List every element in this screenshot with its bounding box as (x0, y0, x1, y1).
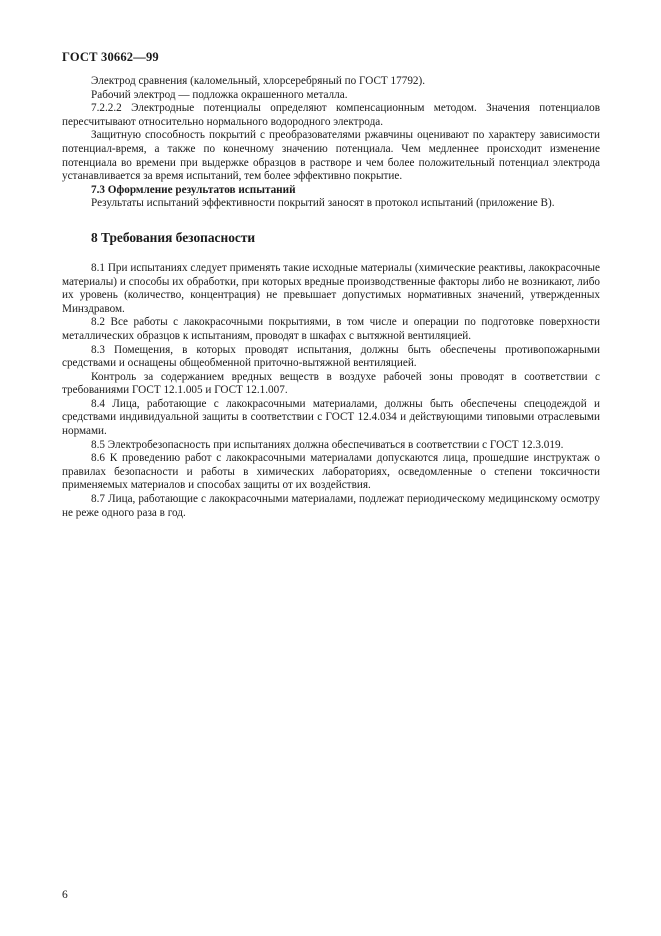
paragraph-8-4: 8.4 Лица, работающие с лакокрасочными материалами, должны быть обеспечены спецодеждой и средствами индивидуальной защиты в соответствии с ГОСТ 12.4.034 и действующими типовыми отраслевыми нормами. (62, 397, 600, 438)
paragraph-8-6: 8.6 К проведению работ с лакокрасочными материалами допускаются лица, прошедшие инструктаж о правилах безопасности и работы в химических лабораториях, осведомленные о степени токсичности применяемых материалов и способах защиты от их воздействия. (62, 452, 600, 492)
page-body (62, 75, 600, 520)
paragraph-7-2-2-2: 7.2.2.2 Электродные потенциалы определяют компенсационным методом. Значения потенциалов пересчитывают относительно нормального водородного электрода. (62, 102, 600, 128)
paragraph-working-electrode: Рабочий электрод — подложка окрашенного металла. (91, 88, 348, 101)
subsection-title-7-3: 7.3 Оформление результатов испытаний (91, 183, 296, 196)
paragraph-protective-ability: Защитную способность покрытий с преобразователями ржавчины оценивают по характеру зависимости потенциал-время, а также по конечному значению потенциала. Чем медленнее происходит изменение потенциала во времени при выдержке образцов в растворе и чем более положительный потенциал электрода устанавливается за время испытаний, тем более эффективно покрытие. (62, 129, 600, 183)
paragraph-8-5: 8.5 Электробезопасность при испытаниях должна обеспечиваться в соответствии с ГОСТ 12.3.019. (91, 438, 564, 451)
section-title-8: 8 Требования безопасности (91, 229, 256, 245)
paragraph-8-1: 8.1 При испытаниях следует применять такие исходные материалы (химические реактивы, лакокрасочные материалы) и способы их обработки, при которых вредные производственные факторы либо не возникают, либо их уровень (количество, концентрация) не превышает допустимых нормативных значений, утвержденных Минздравом. (62, 261, 600, 315)
paragraph-8-3: 8.3 Помещения, в которых проводят испытания, должны быть обеспечены противопожарными средствами и оснащены общеобменной приточно-вытяжной вентиляцией. (62, 343, 600, 370)
paragraph-8-3-control: Контроль за содержанием вредных веществ в воздухе рабочей зоны проводят в соответствии с требованиями ГОСТ 12.1.005 и ГОСТ 12.1.007. (62, 370, 600, 397)
paragraph-8-2: 8.2 Все работы с лакокрасочными покрытиями, в том числе и операции по подготовке поверхности металлических образцов к испытаниям, проводят в шкафах с вытяжной вентиляцией. (62, 316, 600, 342)
paragraph-reference-electrode: Электрод сравнения (каломельный, хлорсеребряный по ГОСТ 17792). (91, 75, 426, 87)
paragraph-8-7: 8.7 Лица, работающие с лакокрасочными материалами, подлежат периодическому медицинскому осмотру не реже одного раза в год. (62, 493, 600, 519)
paragraph-7-3-results: Результаты испытаний эффективности покрытий заносят в протокол испытаний (приложение В). (91, 197, 555, 210)
document-code-header: ГОСТ 30662—99 (62, 50, 159, 64)
page-number: 6 (62, 889, 68, 901)
